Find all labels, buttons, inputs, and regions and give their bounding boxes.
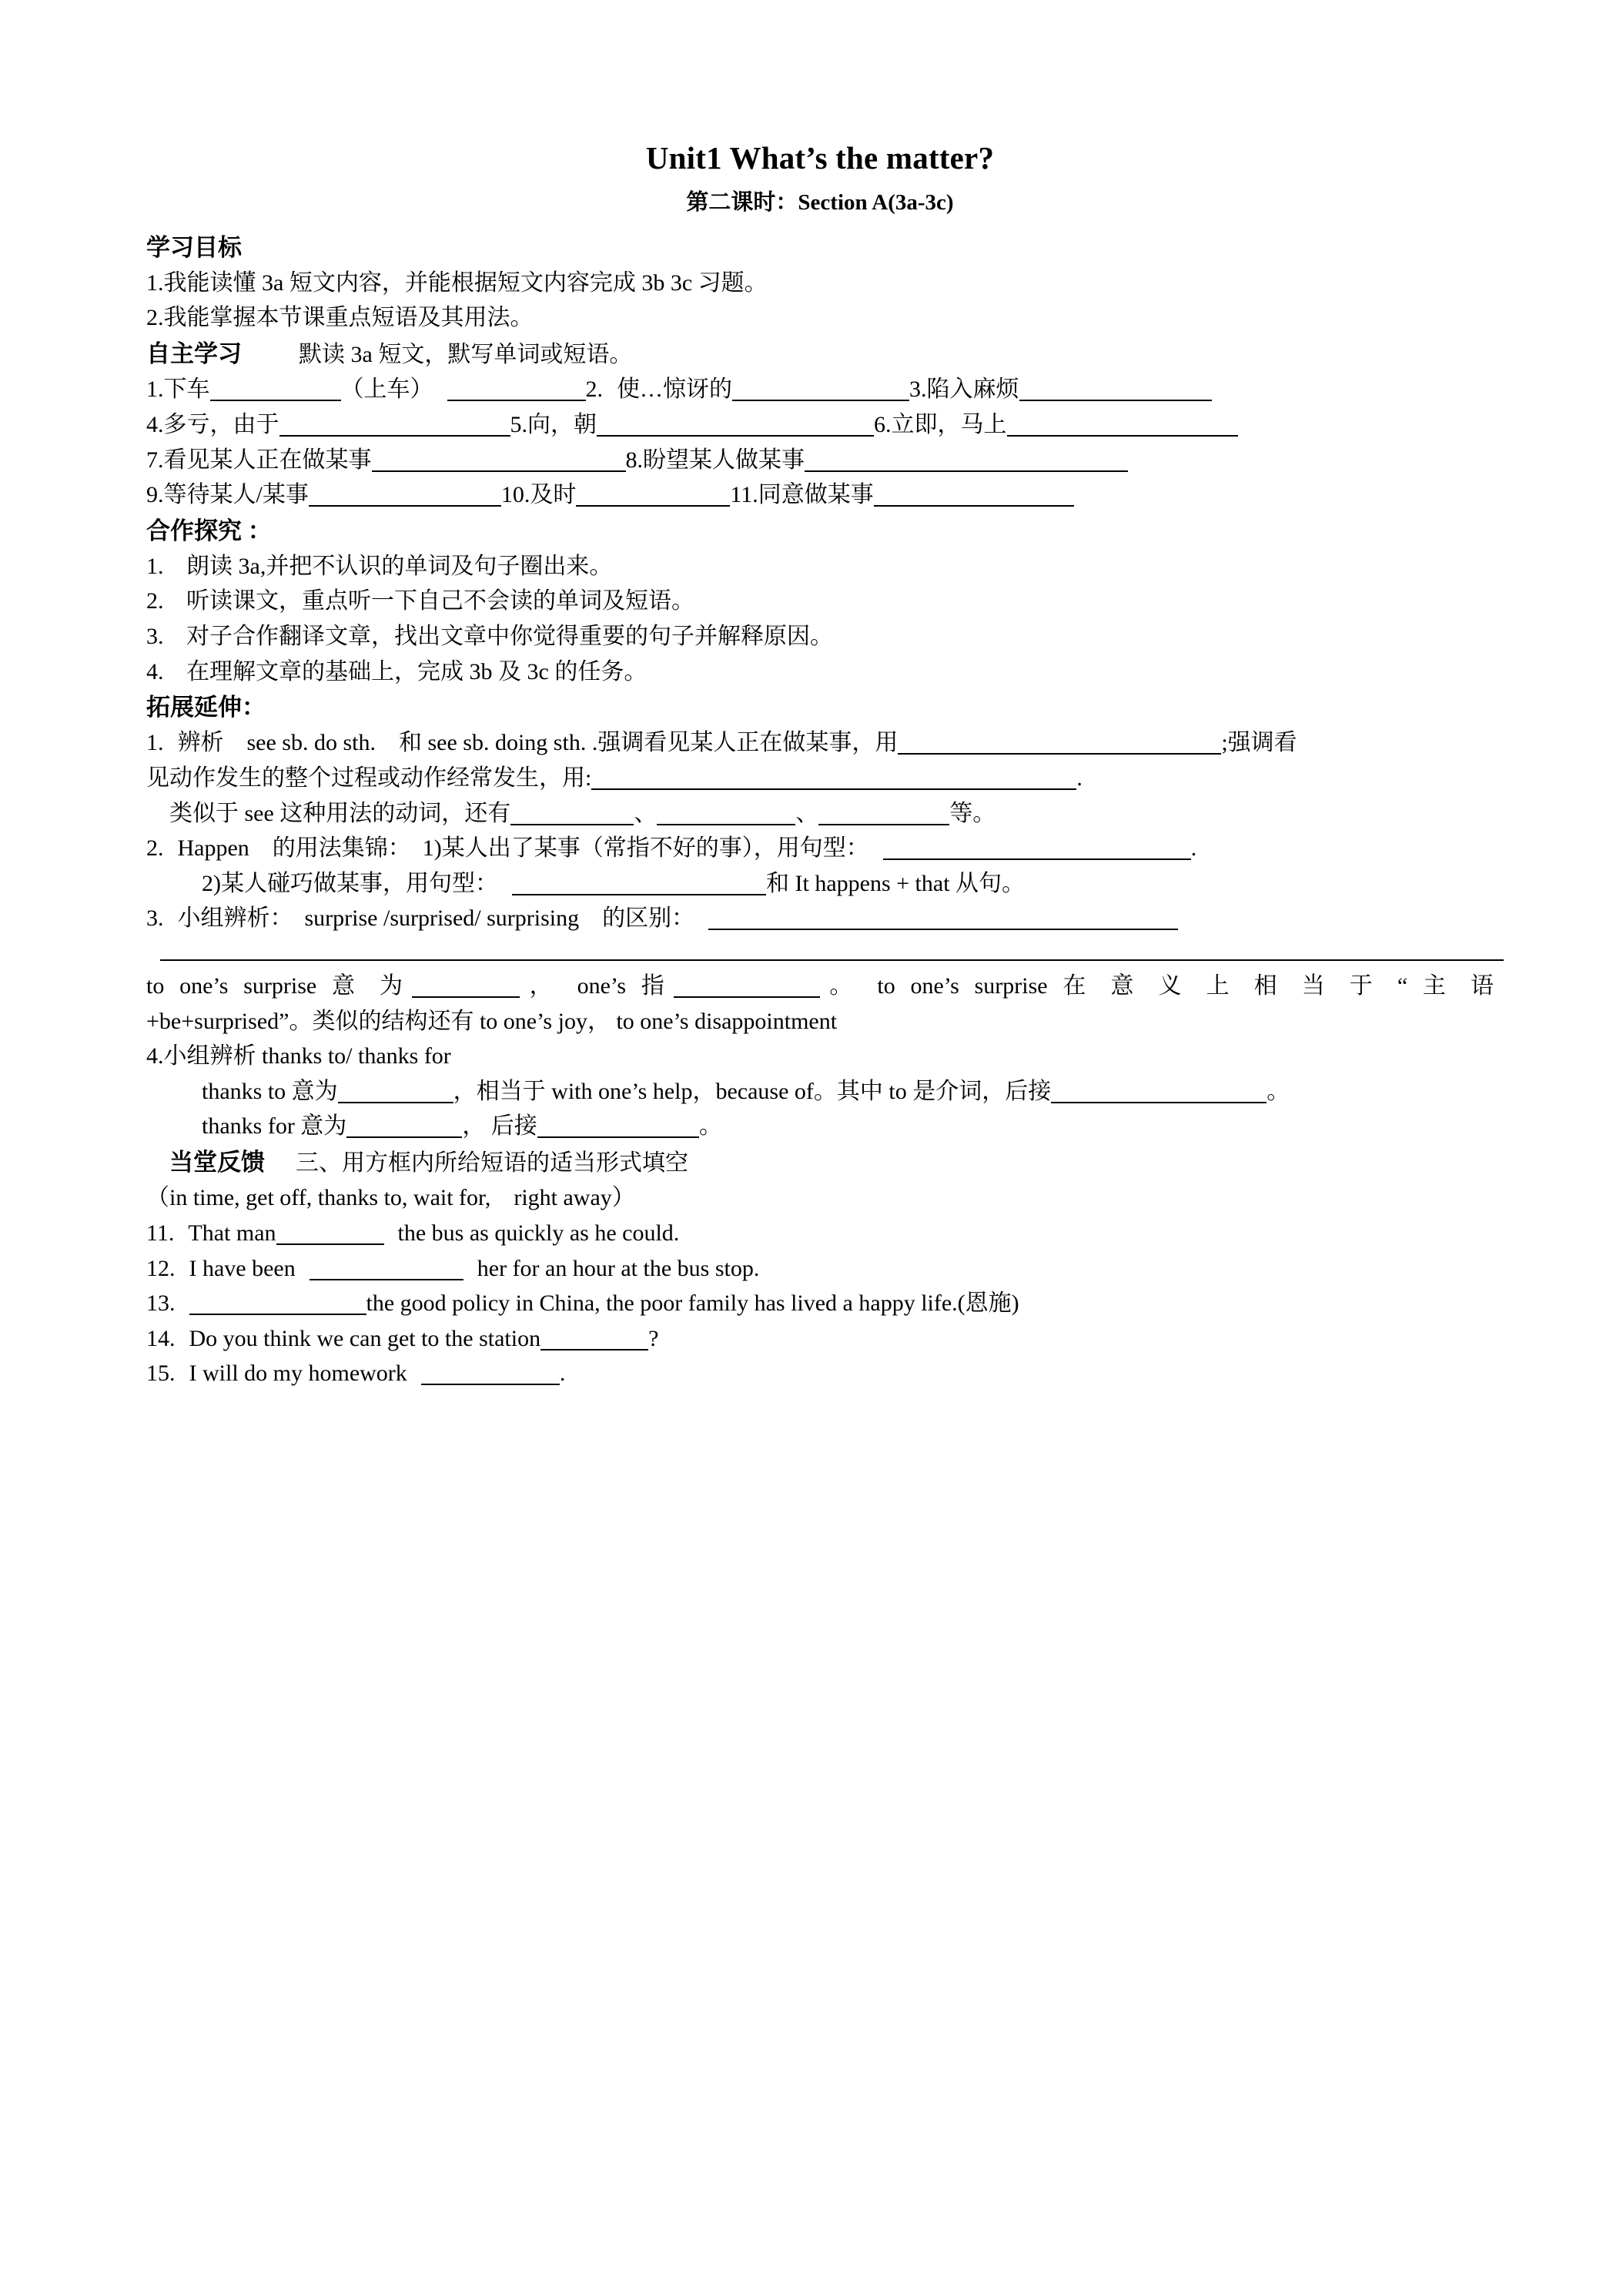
- feedback-q12-num: 12.: [146, 1255, 176, 1281]
- thanks-for-text-b: ， 后接: [462, 1113, 537, 1140]
- extend-item-1-text-b: ;强调看: [1221, 730, 1297, 756]
- feedback-q11-blank[interactable]: [276, 1225, 384, 1245]
- vocab-row-1: [146, 372, 1494, 407]
- vocab-5-num: 5.: [510, 411, 527, 437]
- thanks-to-line: [146, 1074, 1494, 1110]
- vocab-1b-blank[interactable]: [447, 381, 586, 401]
- thanks-to-text-c: 。: [1267, 1078, 1290, 1104]
- extend-item-1-blank-a[interactable]: [898, 735, 1221, 755]
- cooperate-item-3-text: 对子合作翻译文章，找出文章中你觉得重要的句子并解释原因。: [186, 624, 833, 650]
- vocab-5-text: 向，朝: [527, 411, 597, 437]
- vocab-7-blank[interactable]: [372, 452, 626, 472]
- vocab-4-text: 多亏，由于: [163, 411, 279, 437]
- objective-item-1: 1.我能读懂 3a 短文内容，并能根据短文内容完成 3b 3c 习题。: [146, 269, 768, 296]
- feedback-instruction: 三、用方框内所给短语的适当形式填空: [296, 1150, 688, 1176]
- vocab-6-blank[interactable]: [1007, 417, 1238, 437]
- vocab-11-blank[interactable]: [874, 487, 1074, 507]
- extend-item-4-lead: 小组辨析 thanks to/ thanks for: [163, 1043, 451, 1069]
- vocab-8-blank[interactable]: [805, 452, 1128, 472]
- extend-item-2-tail: .: [1190, 835, 1197, 862]
- extend-item-1-blank-v1[interactable]: [510, 805, 634, 825]
- surprise-note-blank-1[interactable]: [412, 978, 520, 998]
- feedback-q12-blank[interactable]: [310, 1260, 463, 1280]
- feedback-q14-num: 14.: [146, 1325, 176, 1351]
- vocab-9-blank[interactable]: [309, 487, 501, 507]
- selfstudy-label: 自主学习: [146, 340, 242, 367]
- vocab-10-blank[interactable]: [576, 487, 730, 507]
- document-body: [146, 139, 1494, 1391]
- section-heading-objectives: 学习目标: [146, 233, 242, 261]
- surprise-note-line-2: +be+surprised”。类似的结构还有 to one’s joy， to one’s disappointment: [146, 1008, 838, 1034]
- surprise-note-seg-2: ， one’s 指: [520, 972, 674, 999]
- vocab-3-num: 3.: [909, 377, 927, 403]
- thanks-for-text-a: thanks for 意为: [202, 1113, 347, 1140]
- objective-item-2: 2.我能掌握本节课重点短语及其用法。: [146, 305, 534, 331]
- feedback-q14-blank[interactable]: [540, 1330, 648, 1350]
- feedback-q12-post: her for an hour at the bus stop.: [477, 1255, 760, 1281]
- extend-item-2-num: 2.: [146, 835, 164, 862]
- vocab-8-num: 8.: [625, 447, 643, 473]
- extend-item-1-text-a: 辨析 see sb. do sth. 和 see sb. doing sth. .强调看见某人正在做某事，用: [177, 730, 899, 756]
- feedback-question-15: [146, 1356, 1494, 1391]
- feedback-question-11: [146, 1216, 1494, 1251]
- cooperate-item-1-num: 1.: [146, 553, 164, 579]
- vocab-6-text: 立即，马上: [891, 411, 1007, 437]
- vocab-9-text: 等待某人/某事: [163, 482, 309, 508]
- extend-item-4: [146, 1039, 1494, 1074]
- vocab-8-text: 盼望某人做某事: [643, 447, 805, 473]
- thanks-to-blank-2[interactable]: [1051, 1083, 1267, 1103]
- extend-item-2-sub-text: 2)某人碰巧做某事，用句型：: [202, 870, 498, 896]
- thanks-for-line: [146, 1109, 1494, 1144]
- cooperate-item-4-text: 在理解文章的基础上，完成 3b 及 3c 的任务。: [186, 658, 648, 684]
- vocab-1-blank[interactable]: [210, 381, 341, 401]
- vocab-4-num: 4.: [146, 411, 164, 437]
- extend-item-1-text-c: 见动作发生的整个过程或动作经常发生，用:: [146, 765, 592, 791]
- vocab-11-num: 11.: [730, 482, 758, 508]
- feedback-q15-pre: I will do my homework: [189, 1361, 407, 1387]
- thanks-for-blank-2[interactable]: [537, 1118, 699, 1138]
- vocab-row-3: [146, 443, 1494, 478]
- extend-item-2: [146, 831, 1494, 866]
- vocab-10-text: 及时: [530, 482, 577, 508]
- extend-item-1-similar-verbs: [146, 796, 1494, 832]
- extend-item-2-sub: [146, 866, 1494, 902]
- vocab-11-text: 同意做某事: [758, 482, 874, 508]
- feedback-q11-pre: That man: [188, 1220, 276, 1247]
- cooperate-item-2-text: 听读课文，重点听一下自己不会读的单词及短语。: [186, 588, 694, 614]
- surprise-note-line-1: [146, 969, 1494, 1004]
- extend-item-1-text-f: 等。: [949, 800, 996, 826]
- vocab-1-text: 下车: [163, 377, 210, 403]
- vocab-row-4: [146, 477, 1494, 513]
- feedback-q13-blank[interactable]: [189, 1295, 366, 1315]
- vocab-2-blank[interactable]: [732, 381, 909, 401]
- extend-item-3-lead: 小组辨析： surprise /surprised/ surprising 的区别：: [177, 905, 695, 932]
- cooperate-item-3-num: 3.: [146, 624, 164, 650]
- thanks-for-text-c: 。: [698, 1113, 722, 1140]
- page-subtitle: 第二课时：Section A(3a-3c): [686, 190, 954, 216]
- thanks-to-text-b: ，相当于 with one’s help，because of。其中 to 是介词，后接: [453, 1078, 1052, 1104]
- feedback-q13-num: 13.: [146, 1290, 176, 1317]
- cooperate-item-4: [146, 654, 1494, 690]
- section-heading-extend: 拓展延伸：: [146, 694, 266, 721]
- extend-item-2-lead: Happen 的用法集锦： 1)某人出了某事（常指不好的事），用句型：: [177, 835, 869, 862]
- extend-item-1-num: 1.: [146, 730, 164, 756]
- extend-item-1-text-e: 类似于 see 这种用法的动词，还有: [169, 800, 511, 826]
- thanks-to-blank-1[interactable]: [338, 1083, 453, 1103]
- feedback-q12-pre: I have been: [189, 1255, 296, 1281]
- surprise-note-seg-3: 。 to one’s surprise 在 意 义 上 相 当 于 “ 主 语: [820, 972, 1494, 999]
- vocab-2-text: 使…惊讶的: [617, 377, 732, 403]
- cooperate-item-4-num: 4.: [146, 658, 164, 684]
- extend-item-1-cont: [146, 761, 1494, 796]
- surprise-note-seg-1: to one’s surprise 意 为: [146, 972, 413, 999]
- extend-item-3-num: 3.: [146, 905, 164, 932]
- vocab-1-num: 1.: [146, 377, 164, 403]
- section-heading-feedback: [146, 1144, 1494, 1181]
- feedback-q14-post: ?: [648, 1325, 659, 1351]
- feedback-question-12: [146, 1251, 1494, 1287]
- extend-item-4-num: 4.: [146, 1043, 164, 1069]
- extend-item-3: [146, 901, 1494, 936]
- feedback-q11-num: 11.: [146, 1220, 175, 1247]
- feedback-question-13: [146, 1286, 1494, 1321]
- extend-item-2-sub-tail: 和 It happens + that 从句。: [766, 870, 1026, 896]
- vocab-1-paren: （上车）: [340, 377, 433, 403]
- thanks-to-text-a: thanks to 意为: [202, 1078, 338, 1104]
- extend-item-1-sep-1: 、: [634, 800, 658, 826]
- surprise-note-blank-2[interactable]: [674, 978, 820, 998]
- vocab-3-text: 陷入麻烦: [926, 377, 1019, 403]
- cooperate-item-3: [146, 619, 1494, 654]
- feedback-label: 当堂反馈: [169, 1148, 265, 1176]
- extend-item-3-blank-a[interactable]: [708, 910, 1178, 930]
- feedback-q11-post: the bus as quickly as he could.: [397, 1220, 680, 1247]
- cooperate-item-1: [146, 549, 1494, 584]
- vocab-6-num: 6.: [874, 411, 892, 437]
- feedback-wordbank: （in time, get off, thanks to, wait for, right away）: [146, 1185, 635, 1211]
- feedback-question-14: [146, 1321, 1494, 1357]
- cooperate-item-2: [146, 584, 1494, 619]
- vocab-7-num: 7.: [146, 447, 164, 473]
- extend-item-2-blank-b[interactable]: [512, 875, 766, 895]
- feedback-q15-post: .: [559, 1361, 566, 1387]
- extend-item-1-blank-b[interactable]: [591, 770, 1076, 790]
- vocab-9-num: 9.: [146, 482, 164, 508]
- page-title: Unit1 What’s the matter?: [645, 140, 995, 176]
- vocab-10-num: 10.: [500, 482, 530, 508]
- extend-item-3-answer-rule[interactable]: [160, 959, 1504, 961]
- section-heading-cooperate: 合作探究 ：: [146, 517, 272, 544]
- extend-item-1-blank-v3[interactable]: [818, 805, 949, 825]
- feedback-q13-post: the good policy in China, the poor family has lived a happy life.(恩施): [366, 1290, 1019, 1317]
- extend-item-1: [146, 725, 1494, 761]
- extend-item-1-text-d: .: [1076, 765, 1083, 791]
- vocab-7-text: 看见某人正在做某事: [163, 447, 372, 473]
- cooperate-item-2-num: 2.: [146, 588, 164, 614]
- thanks-for-blank-1[interactable]: [346, 1118, 462, 1138]
- vocab-2-num: 2.: [585, 377, 603, 403]
- extend-item-2-blank-a[interactable]: [883, 840, 1191, 860]
- feedback-q15-blank[interactable]: [421, 1365, 560, 1385]
- feedback-q14-pre: Do you think we can get to the station: [189, 1325, 541, 1351]
- vocab-row-2: [146, 407, 1494, 443]
- vocab-5-blank[interactable]: [597, 417, 874, 437]
- selfstudy-instruction: 默读 3a 短文，默写单词或短语。: [299, 341, 633, 367]
- extend-item-1-blank-v2[interactable]: [657, 805, 795, 825]
- extend-item-1-sep-2: 、: [795, 800, 819, 826]
- vocab-4-blank[interactable]: [279, 417, 510, 437]
- feedback-q15-num: 15.: [146, 1361, 176, 1387]
- section-heading-selfstudy: [146, 336, 1494, 373]
- vocab-3-blank[interactable]: [1019, 381, 1212, 401]
- cooperate-item-1-text: 朗读 3a,并把不认识的单词及句子圈出来。: [186, 553, 613, 579]
